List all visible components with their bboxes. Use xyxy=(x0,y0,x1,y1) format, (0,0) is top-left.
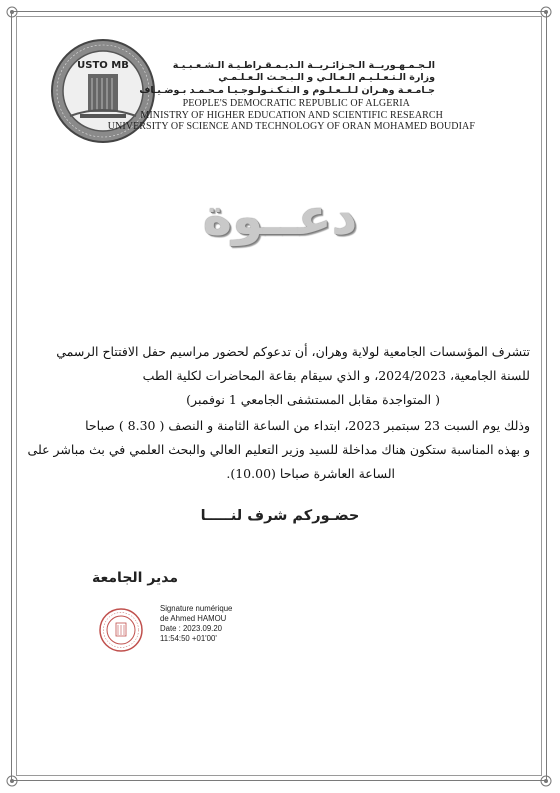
signature-line-3: Date : 2023.09.20 xyxy=(160,624,222,633)
invitation-title: دعــوة xyxy=(202,188,358,246)
header-english-university: UNIVERSITY OF SCIENCE AND TECHNOLOGY OF ORAN MOHAMED BOUDIAF xyxy=(107,121,475,132)
body-line-3: ( المتواجدة مقابل المستشفى الجامعي 1 نوفمبر) xyxy=(186,392,440,407)
corner-ornament-icon xyxy=(4,4,20,20)
body-line-2: للسنة الجامعية، 2024/2023، و الذي سيقام بقاعة المحاضرات لكلية الطب xyxy=(142,368,530,383)
corner-ornament-icon xyxy=(4,773,20,789)
logo-text: USTO MB xyxy=(77,60,129,71)
header-english-ministry: MINISTRY OF HIGHER EDUCATION AND SCIENTIFIC RESEARCH xyxy=(140,110,443,121)
header-arabic-university: جـامـعـة وهـران لـلــعـلـوم و الـتـكـنـولـوجـيـا مـحـمـد بـوضـيـاف xyxy=(139,85,435,96)
header-english-republic: PEOPLE'S DEMOCRATIC REPUBLIC OF ALGERIA xyxy=(182,98,410,109)
digital-signature-block xyxy=(160,604,232,644)
corner-ornament-icon xyxy=(538,4,554,20)
signature-line-2: de Ahmed HAMOU xyxy=(160,614,227,623)
corner-ornament-icon xyxy=(538,773,554,789)
body-line-5: و بهذه المناسبة ستكون هناك مداخلة للسيد وزير التعليم العالي والبحث العلمي في بث مباشر على xyxy=(27,442,530,457)
header-arabic-republic: الـجـمـهـوريــة الـجـزائـريــة الـديـمـقـراطـيـة الـشـعـبـيـة xyxy=(172,60,435,71)
closing-text: حضـوركم شرف لنـــــا xyxy=(200,508,360,524)
body-line-6: الساعة العاشرة صباحا (10.00). xyxy=(226,466,395,481)
signature-line-1: Signature numérique xyxy=(160,604,233,613)
signature-line-4: 11:54:50 +01'00' xyxy=(160,634,217,643)
body-line-4: وذلك يوم السبت 23 سبتمبر 2023، ابتداء من الساعة الثامنة و النصف ( 8.30 ) صباحا xyxy=(85,418,530,433)
body-line-1: تتشرف المؤسسات الجامعية لولاية وهران، أن تدعوكم لحضور مراسيم حفل الافتتاح الرسمي xyxy=(56,344,530,359)
header-arabic-ministry: وزارة الـتـعـلـيـم الـعـالـي و الـبـحـث الـعـلـمـي xyxy=(218,72,435,83)
signatory-title: مدير الجامعة xyxy=(92,570,179,586)
official-seal-stamp xyxy=(96,607,146,653)
